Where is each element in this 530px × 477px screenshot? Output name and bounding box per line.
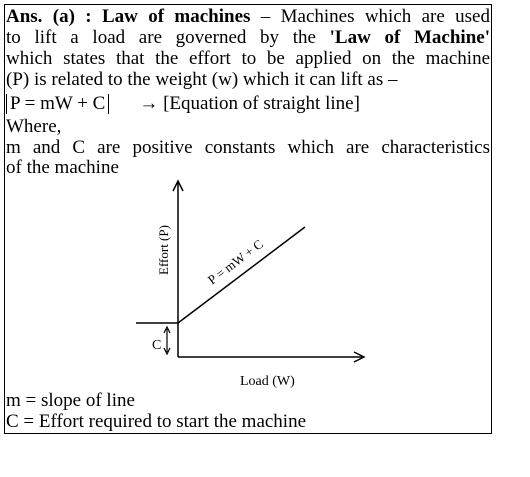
x-axis-label: Load (W) <box>240 374 295 389</box>
y-axis-label: Effort (P) <box>156 225 171 275</box>
answer-line-2-text: to lift a load are governed by the <box>6 27 330 48</box>
right-arrow-icon: → <box>139 93 159 114</box>
definition-c: C = Effort required to start the machine <box>6 411 307 432</box>
effort-line <box>178 227 305 323</box>
equation-note: [Equation of straight line] <box>163 93 360 114</box>
law-of-machine-term: 'Law of Machine' <box>329 27 490 48</box>
answer-line-2 <box>6 27 490 48</box>
line-equation-label: P = mW + C <box>204 236 266 288</box>
answer-line-7: m and C are positive constants which are characteristics <box>6 137 490 158</box>
where-label: Where, <box>6 116 62 137</box>
answer-line-8: of the machine <box>6 157 119 178</box>
intercept-label: C <box>152 338 162 353</box>
law-of-machine-graph <box>130 175 370 395</box>
answer-line-4: (P) is related to the weight (w) which it can lift as – <box>6 69 398 90</box>
answer-heading: Ans. (a) : Law of machines <box>6 6 251 27</box>
answer-line-3: which states that the effort to be applied on the machine <box>6 48 490 69</box>
definition-m: m = slope of line <box>6 390 135 411</box>
answer-line-1-text: – Machines which are used <box>250 6 490 27</box>
equation-box: P = mW + C <box>6 94 109 114</box>
answer-line-1 <box>6 6 490 27</box>
equation-line <box>6 93 490 114</box>
